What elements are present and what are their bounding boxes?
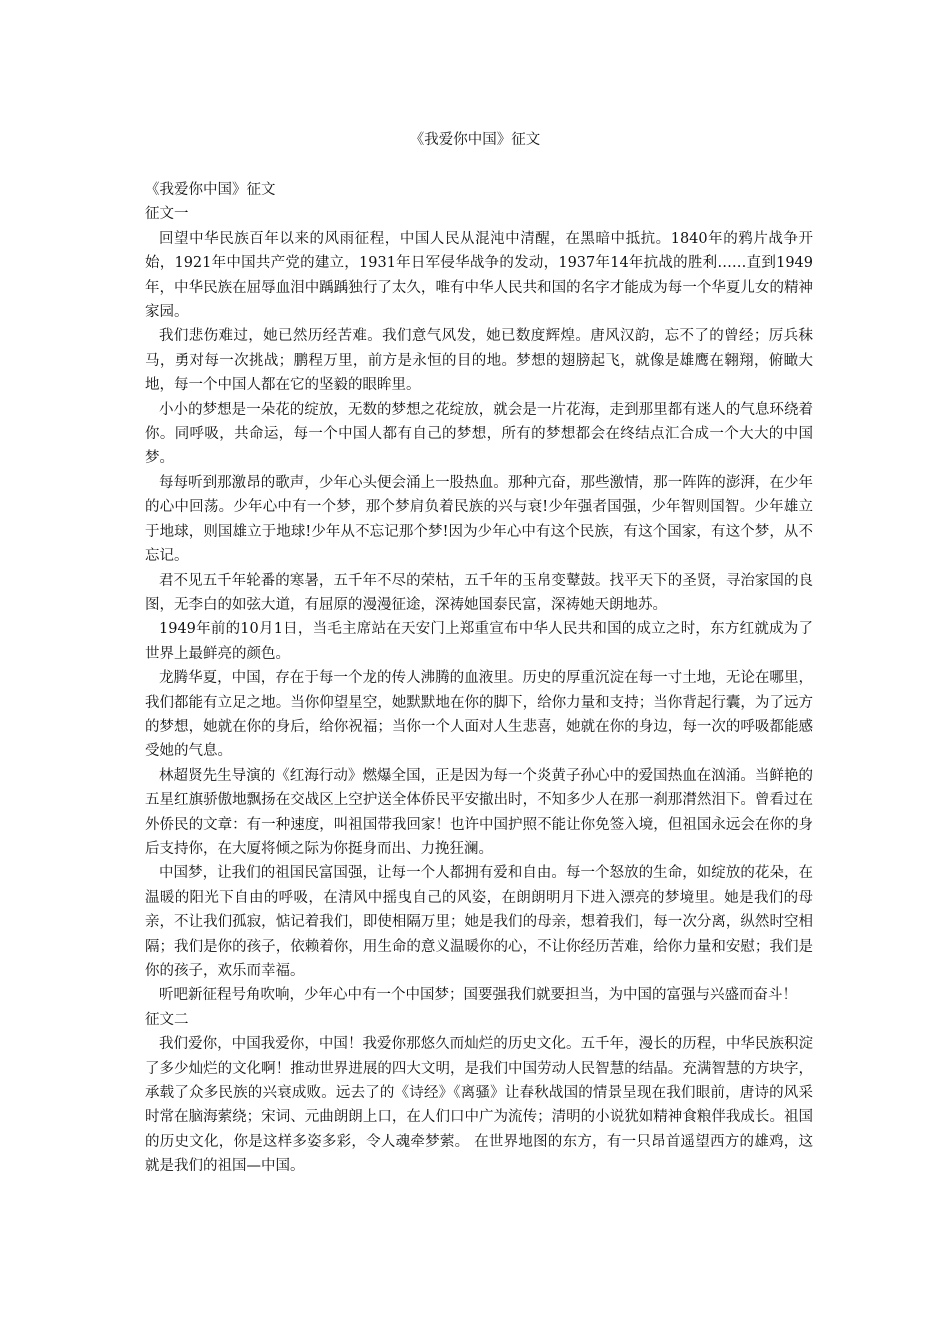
paragraph: 每每听到那激昂的歌声，少年心头便会涌上一股热血。那种亢奋，那些激情，那一阵阵的澎湃，在少年的心中回荡。少年心中有一个梦，那个梦肩负着民族的兴与衰!少年强者国强，少年智则国智。少年雄立于地球，则国雄立于地球!少年从不忘记那个梦!因为少年心中有这个民族，有这个国家，有这个梦，从不忘记。: [145, 474, 813, 565]
paragraph: 我们悲伤难过，她已然历经苦难。我们意气风发，她已数度辉煌。唐风汉韵，忘不了的曾经；厉兵秣马，勇对每一次挑战；鹏程万里，前方是永恒的目的地。梦想的翅膀起飞，就像是雄鹰在翱翔，俯瞰大地，每一个中国人都在它的坚毅的眼眸里。: [145, 328, 813, 394]
paragraph: 回望中华民族百年以来的风雨征程，中国人民从混沌中清醒，在黑暗中抵抗。1840年的鸦片战争开始，1921年中国共产党的建立，1931年日军侵华战争的发动，1937年14年抗战的胜利……直到1949年，中华民族在屈辱血泪中踽踽独行了太久，唯有中华人民共和国的名字才能成为每一个华夏儿女的精神家园。: [145, 230, 813, 321]
paragraph: 小小的梦想是一朵花的绽放，无数的梦想之花绽放，就会是一片花海，走到那里都有迷人的气息环绕着你。同呼吸，共命运，每一个中国人都有自己的梦想，所有的梦想都会在终结点汇合成一个大大的中国梦。: [145, 401, 813, 467]
document-subtitle: 《我爱你中国》征文: [145, 182, 276, 198]
paragraph: 林超贤先生导演的《红海行动》燃爆全国，正是因为每一个炎黄子孙心中的爱国热血在汹涌。当鲜艳的五星红旗骄傲地飘扬在交战区上空护送全体侨民平安撤出时，不知多少人在那一刹那潸然泪下。曾看过在外侨民的文章：有一种速度，叫祖国带我回家！也许中国护照不能让你免签入境，但祖国永远会在你的身后支持你，在大厦将倾之际为你挺身而出、力挽狂澜。: [145, 767, 813, 857]
paragraph: 我们爱你，中国我爱你，中国！我爱你那悠久而灿烂的历史文化。五千年，漫长的历程，中华民族积淀了多少灿烂的文化啊！推动世界进展的四大文明，是我们中国劳动人民智慧的结晶。充满智慧的方块字，承载了众多民族的兴衰成败。远去了的《诗经》《离骚》让春秋战国的情景呈现在我们眼前，唐诗的风采时常在脑海萦绕；宋词、元曲朗朗上口，在人们口中广为流传；清明的小说犹如精神食粮伴我成长。祖国的历史文化，你是这样多姿多彩，令人魂牵梦萦。 在世界地图的东方，有一只昂首遥望西方的雄鸡，这就是我们的祖国—中国。: [145, 1036, 813, 1175]
paragraph: 听吧新征程号角吹响，少年心中有一个中国梦；国要强我们就要担当，为中国的富强与兴盛而奋斗！: [159, 987, 797, 1004]
paragraph: 君不见五千年轮番的寒暑，五千年不尽的荣枯，五千年的玉帛变鼙鼓。找平天下的圣贤，寻治家国的良图，无李白的如弦大道，有屈原的漫漫征途，深祷她国泰民富，深祷她天朗地苏。: [145, 572, 813, 613]
document-body: [145, 178, 813, 1179]
paragraph: 中国梦，让我们的祖国民富国强，让每一个人都拥有爱和自由。每一个怒放的生命，如绽放的花朵，在温暖的阳光下自由的呼吸，在清风中摇曳自己的风姿，在朗朗明月下进入漂亮的梦境里。她是我们的母亲，不让我们孤寂，惦记着我们，即使相隔万里；她是我们的母亲，想着我们，每一次分离，纵然时空相隔；我们是你的孩子，依赖着你，用生命的意义温暖你的心，不让你经历苦难，给你力量和安慰；我们是你的孩子，欢乐而幸福。: [145, 865, 813, 979]
section-heading-2: 征文二: [145, 1011, 189, 1028]
document-title: 《我爱你中国》征文: [409, 132, 541, 148]
section-heading-1: 征文一: [145, 206, 189, 223]
paragraph: 1949年前的10月1日，当毛主席站在天安门上郑重宣布中华人民共和国的成立之时，东方红就成为了世界上最鲜亮的颜色。: [145, 621, 813, 662]
paragraph: 龙腾华夏，中国，存在于每一个龙的传人沸腾的血液里。历史的厚重沉淀在每一寸土地，无论在哪里，我们都能有立足之地。当你仰望星空，她默默地在你的脚下，给你力量和支持；当你背起行囊，为了远方的梦想，她就在你的身后，给你祝福；当你一个人面对人生悲喜，她就在你的身边，每一次的呼吸都能感受她的气息。: [145, 670, 813, 760]
